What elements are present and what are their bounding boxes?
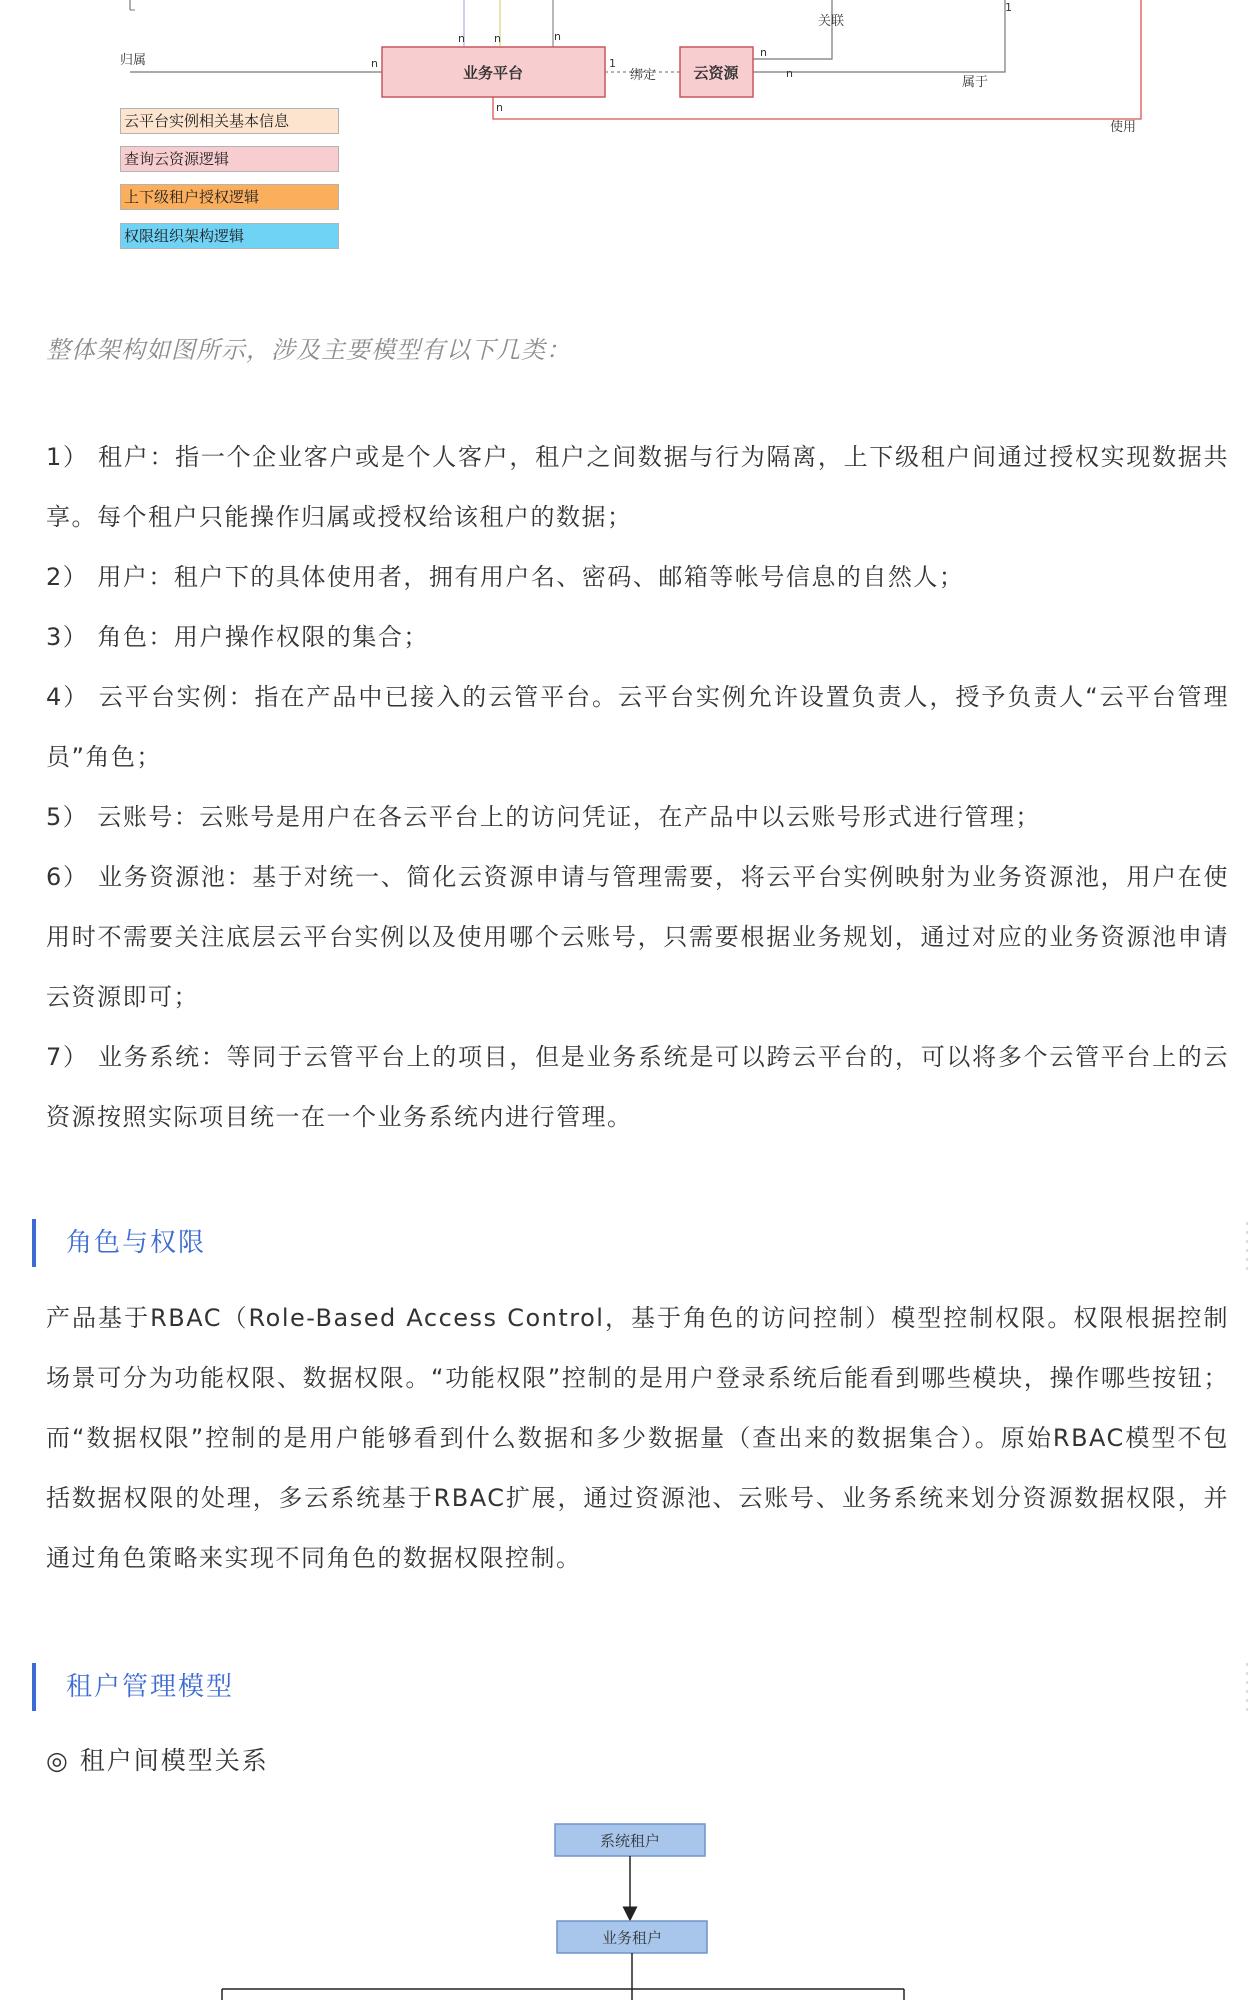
mult-n-2: n xyxy=(494,32,501,45)
tenant-relation-diagram xyxy=(0,1800,1255,2000)
node-business-platform-label: 业务平台 xyxy=(462,64,524,82)
list-item: 6） 业务资源池：基于对统一、简化云资源申请与管理需要，将云平台实例映射为业务资源池，用户在使用时不需要关注底层云平台实例以及使用哪个云账号，只需要根据业务规划，通过对应的业务资源池申请云资源即可； xyxy=(46,863,1229,1011)
label-bind: 绑定 xyxy=(630,68,657,83)
mult-n-left: n xyxy=(371,57,378,70)
list-item: 5） 云账号：云账号是用户在各云平台上的访问凭证，在产品中以云账号形式进行管理； xyxy=(46,803,1041,831)
node-cloud-resource-label: 云资源 xyxy=(693,64,739,82)
subsection-title: ◎ 租户间模型关系 xyxy=(46,1746,269,1775)
legend-item-permission-org: 权限组织架构逻辑 xyxy=(120,223,339,249)
corner-decoration xyxy=(1245,1222,1249,1276)
node-system-tenant-label: 系统租户 xyxy=(599,1832,661,1850)
mult-one-belongs: 1 xyxy=(1005,1,1012,14)
label-belong-left: 归属 xyxy=(120,53,147,68)
roles-paragraph: 产品基于RBAC（Role-Based Access Control，基于角色的访问控制）模型控制权限。权限根据控制场景可分为功能权限、数据权限。“功能权限”控制的是用户登录系统后能看到哪些模块，操作哪些按钮；而“数据权限”控制的是用户能够看到什么数据和多少数据量（查出来的数据集合）。原始RBAC模型不包括数据权限的处理，多云系统基于RBAC扩展，通过资源池、云账号、业务系统来划分资源数据权限，并通过角色策略来实现不同角色的数据权限控制。 xyxy=(46,1304,1229,1572)
node-business-tenant-label: 业务租户 xyxy=(601,1929,663,1947)
model-list xyxy=(46,427,1229,1147)
list-item: 7） 业务系统：等同于云管平台上的项目，但是业务系统是可以跨云平台的，可以将多个云管平台上的云资源按照实际项目统一在一个业务系统内进行管理。 xyxy=(46,1043,1229,1131)
list-item: 3） 角色：用户操作权限的集合； xyxy=(46,623,429,651)
mult-n-3: n xyxy=(554,30,561,43)
label-belongs-to: 属于 xyxy=(962,75,989,90)
corner-decoration xyxy=(1245,1663,1249,1717)
section-title-roles: 角色与权限 xyxy=(32,1219,206,1267)
legend-item-tenant-auth: 上下级租户授权逻辑 xyxy=(120,184,339,210)
mult-n-belongs: n xyxy=(786,67,793,80)
label-associate: 关联 xyxy=(818,14,845,29)
legend-item-instance-info: 云平台实例相关基本信息 xyxy=(120,108,339,134)
mult-n-use: n xyxy=(496,101,503,114)
label-use: 使用 xyxy=(1110,120,1137,135)
section-title-tenant: 租户管理模型 xyxy=(32,1663,234,1711)
mult-n-1: n xyxy=(458,32,465,45)
intro-text: 整体架构如图所示，涉及主要模型有以下几类： xyxy=(46,336,571,364)
list-item: 2） 用户：租户下的具体使用者，拥有用户名、密码、邮箱等帐号信息的自然人； xyxy=(46,563,965,591)
legend-item-query-resource: 查询云资源逻辑 xyxy=(120,146,339,172)
mult-n-assoc: n xyxy=(760,46,767,59)
list-item: 4） 云平台实例：指在产品中已接入的云管平台。云平台实例允许设置负责人，授予负责人“云平台管理员”角色； xyxy=(46,683,1229,771)
mult-one-bind: 1 xyxy=(609,57,616,70)
list-item: 1） 租户：指一个企业客户或是个人客户，租户之间数据与行为隔离，上下级租户间通过授权实现数据共享。每个租户只能操作归属或授权给该租户的数据； xyxy=(46,443,1229,531)
